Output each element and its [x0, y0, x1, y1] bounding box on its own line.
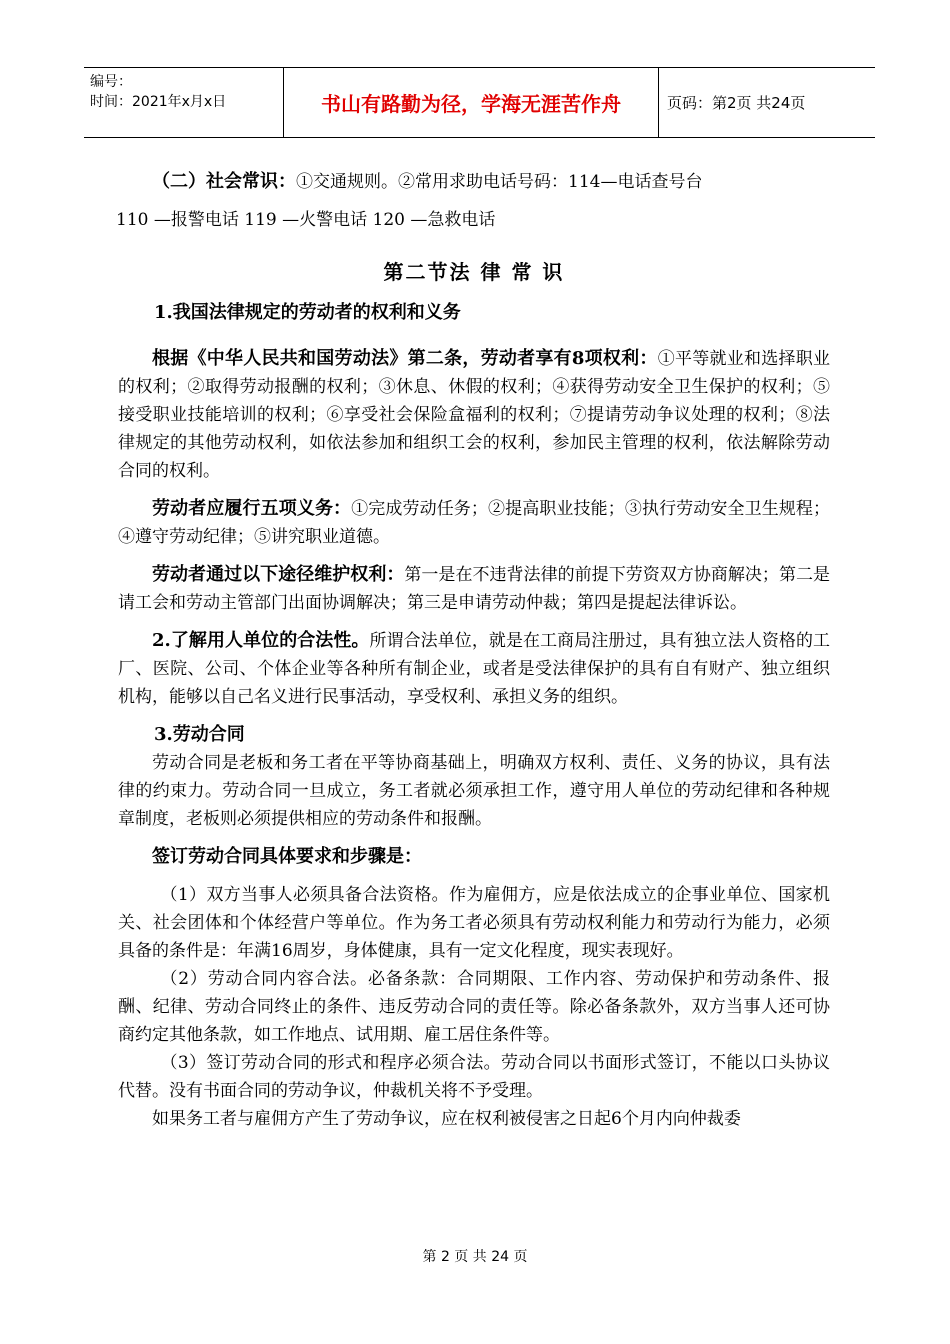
- time-label: 时间：2021年x月x日: [90, 94, 227, 110]
- employer-legality-text: 所谓合法单位，就是在工商局注册过，具有独立法人资格的工厂、医院、公司、个体企业等各种所有制企业，或者是受法律保护的具有自有财产、独立组织机构，能够以自己名义进行民事活动，享受权利、承担义务的组织。: [118, 631, 831, 707]
- duties-lead: 劳动者应履行五项义务：: [152, 498, 352, 519]
- employer-legality-paragraph: [118, 627, 830, 711]
- document-body: [118, 168, 830, 1133]
- steps-heading: [118, 843, 830, 871]
- header-meta: [84, 68, 284, 137]
- protect-lead: 劳动者通过以下途径维护权利：: [152, 564, 405, 585]
- step-1: （1）双方当事人必须具备合法资格。作为雇佣方，应是依法成立的企事业单位、国家机关、社会团体和个体经营户等单位。作为务工者必须具有劳动权利能力和劳动行为能力，必须具备的条件是：年满16周岁，身体健康，具有一定文化程度，现实表现好。: [118, 885, 830, 961]
- duties-text: ①完成劳动任务；②提高职业技能；③执行劳动安全卫生规程；④遵守劳动纪律；⑤讲究职业道德。: [118, 499, 831, 547]
- rights-lead: 根据《中华人民共和国劳动法》第二条，劳动者享有8项权利：: [152, 348, 658, 369]
- step-2: （2）劳动合同内容合法。必备条款：合同期限、工作内容、劳动保护和劳动条件、报酬、纪律、劳动合同终止的条件、违反劳动合同的责任等。除必备条款外，双方当事人还可协商约定其他条款，如工作地点、试用期、雇工居住条件等。: [118, 969, 830, 1045]
- steps-lead: 签订劳动合同具体要求和步骤是：: [152, 846, 422, 867]
- header-page-info: 页码：第2页 共24页: [667, 94, 806, 112]
- page-footer: 第 2 页 共 24 页: [422, 1249, 528, 1265]
- number-label: 编号：: [90, 74, 132, 90]
- heading-3: 3.劳动合同: [154, 724, 245, 745]
- duties-paragraph: [118, 495, 830, 551]
- page-header: [84, 67, 875, 138]
- social-label: （二）社会常识：: [152, 171, 296, 192]
- section-title: 第二节法 律 常 识: [383, 260, 565, 284]
- heading-1: 1.我国法律规定的劳动者的权利和义务: [154, 302, 461, 323]
- protect-text: 第一是在不违背法律的前提下劳资双方协商解决；第二是请工会和劳动主管部门出面协调解决；第三是申请劳动仲裁；第四是提起法律诉讼。: [118, 565, 831, 613]
- protect-paragraph: [118, 561, 830, 617]
- contract-paragraph: 劳动合同是老板和务工者在平等协商基础上，明确双方权利、责任、义务的协议，具有法律的约束力。劳动合同一旦成立，务工者就必须承担工作，遵守用人单位的劳动纪律和各种规章制度，老板则必须提供相应的劳动条件和报酬。: [118, 753, 830, 829]
- step-3: （3）签订劳动合同的形式和程序必须合法。劳动合同以书面形式签订，不能以口头协议代替。没有书面合同的劳动争议，仲裁机关将不予受理。: [118, 1053, 830, 1101]
- header-motto: 书山有路勤为径，学海无涯苦作舟: [284, 68, 659, 137]
- social-paragraph: [118, 168, 830, 196]
- rights-text: ①平等就业和选择职业的权利；②取得劳动报酬的权利；③休息、休假的权利；④获得劳动安全卫生保护的权利；⑤接受职业技能培训的权利；⑥享受社会保险盒福利的权利；⑦提请劳动争议处理的权利；⑧法律规定的其他劳动权利，如依法参加和组织工会的权利，参加民主管理的权利，依法解除劳动合同的权利。: [118, 349, 830, 481]
- heading-2: 2.了解用人单位的合法性。: [152, 630, 370, 651]
- emergency-numbers: 110 —报警电话 119 —火警电话 120 —急救电话: [116, 210, 496, 230]
- dispute-paragraph: 如果务工者与雇佣方产生了劳动争议，应在权利被侵害之日起6个月内向仲裁委: [152, 1109, 741, 1129]
- social-text: ①交通规则。②常用求助电话号码：114—电话查号台: [296, 172, 703, 192]
- rights-paragraph: [118, 345, 830, 485]
